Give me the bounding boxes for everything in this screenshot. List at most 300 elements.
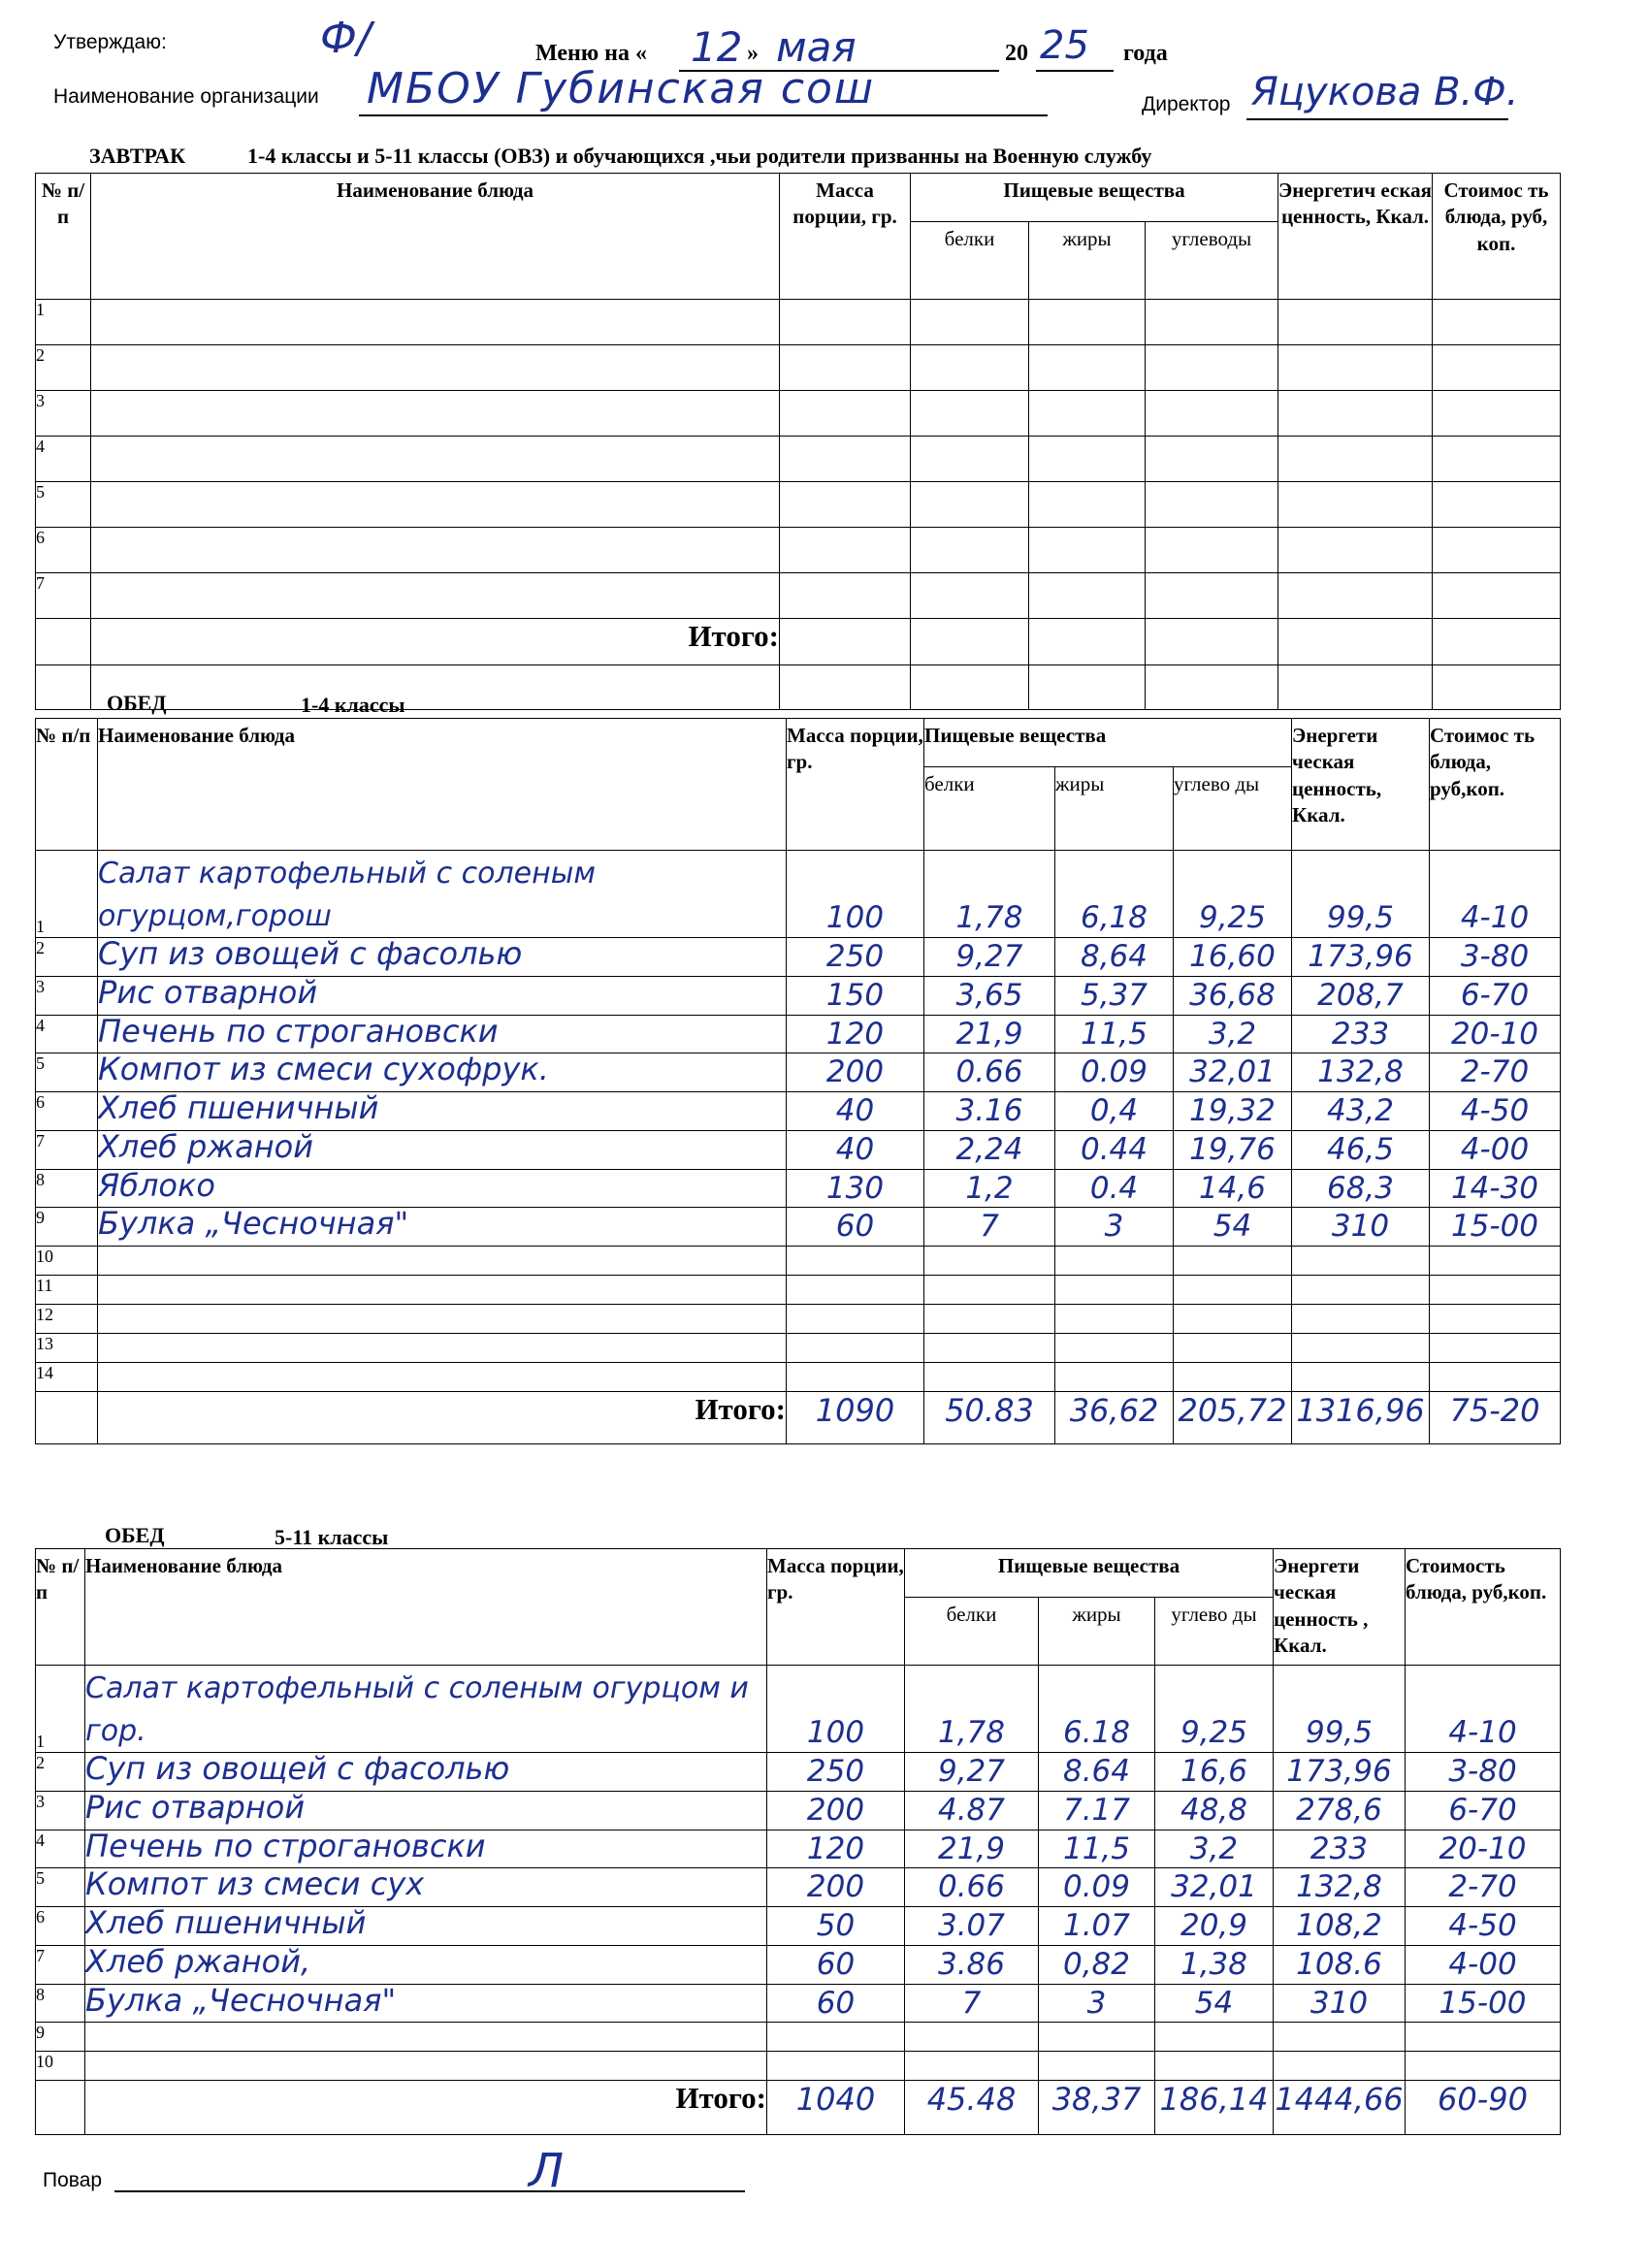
lunch2-total-cost: 60-90 bbox=[1406, 2081, 1561, 2135]
lunch2-total-row bbox=[36, 2081, 1561, 2135]
dish-name: Хлеб ржаной, bbox=[85, 1945, 767, 1984]
cost-value: 4-00 bbox=[1430, 1130, 1561, 1169]
breakfast-total-label: Итого: bbox=[91, 619, 780, 665]
fat-value: 7.17 bbox=[1039, 1791, 1155, 1830]
carbs-value bbox=[1174, 1305, 1292, 1334]
cost-value bbox=[1430, 1363, 1561, 1392]
table-row bbox=[36, 938, 1561, 977]
lunch1-total-protein: 50.83 bbox=[924, 1392, 1055, 1444]
lunch2-col-nutrients: Пищевые вещества bbox=[905, 1549, 1274, 1598]
dish-name: Салат картофельный с соленым огурцом и гор. bbox=[85, 1666, 767, 1753]
row-number: 3 bbox=[36, 1791, 85, 1830]
fat-value: 5,37 bbox=[1055, 976, 1174, 1015]
fat-value: 6.18 bbox=[1039, 1666, 1155, 1753]
fat-value bbox=[1055, 1363, 1174, 1392]
carbs-value bbox=[1174, 1363, 1292, 1392]
breakfast-total-row bbox=[36, 619, 1561, 665]
carbs-value: 36,68 bbox=[1174, 976, 1292, 1015]
table-row bbox=[36, 1208, 1561, 1247]
table-row bbox=[36, 1868, 1561, 1907]
lunch1-col-fat: жиры bbox=[1055, 767, 1174, 851]
table-row bbox=[36, 391, 1561, 437]
org-name: МБОУ Губинская сош bbox=[367, 64, 876, 113]
protein-value: 9,27 bbox=[924, 938, 1055, 977]
portion-mass: 200 bbox=[787, 1053, 924, 1092]
table-row bbox=[36, 1053, 1561, 1092]
dish-name: Хлеб пшеничный bbox=[85, 1907, 767, 1946]
cost-value: 4-10 bbox=[1406, 1666, 1561, 1753]
energy-value: 208,7 bbox=[1292, 976, 1430, 1015]
portion-mass bbox=[787, 1247, 924, 1276]
table-row bbox=[36, 437, 1561, 482]
lunch1-col-carbs: углево ды bbox=[1174, 767, 1292, 851]
lunch1-col-cost: Стоимос ть блюда, руб,коп. bbox=[1430, 719, 1561, 851]
fat-value bbox=[1039, 2023, 1155, 2052]
table-row bbox=[36, 482, 1561, 528]
carbs-value: 16,60 bbox=[1174, 938, 1292, 977]
protein-value bbox=[905, 2023, 1039, 2052]
row-number: 4 bbox=[36, 437, 91, 482]
energy-value: 99,5 bbox=[1292, 851, 1430, 938]
lunch1-subtitle: 1-4 классы bbox=[301, 693, 405, 717]
lunch1-col-mass: Масса порции, гр. bbox=[787, 719, 924, 851]
portion-mass: 60 bbox=[787, 1208, 924, 1247]
menu-year-word: года bbox=[1123, 41, 1168, 66]
carbs-value: 32,01 bbox=[1174, 1053, 1292, 1092]
lunch2-col-num: № п/п bbox=[36, 1549, 85, 1666]
approve-signature: Ф/ bbox=[320, 14, 372, 63]
menu-quote-close: » bbox=[747, 41, 759, 66]
row-number: 6 bbox=[36, 528, 91, 573]
row-number: 8 bbox=[36, 1984, 85, 2023]
row-number: 5 bbox=[36, 1868, 85, 1907]
protein-value: 7 bbox=[905, 1984, 1039, 2023]
cook-underline bbox=[114, 2190, 745, 2192]
protein-value bbox=[905, 2052, 1039, 2081]
row-number: 5 bbox=[36, 1053, 98, 1092]
row-number: 4 bbox=[36, 1830, 85, 1868]
dish-name bbox=[98, 1334, 787, 1363]
fat-value: 11,5 bbox=[1055, 1015, 1174, 1053]
portion-mass: 250 bbox=[767, 1753, 905, 1792]
table-row bbox=[36, 2023, 1561, 2052]
carbs-value: 9,25 bbox=[1174, 851, 1292, 938]
breakfast-col-energy: Энергетич еская ценность, Ккал. bbox=[1278, 174, 1433, 300]
menu-year-suffix: 25 bbox=[1040, 23, 1089, 68]
protein-value bbox=[924, 1363, 1055, 1392]
carbs-value bbox=[1174, 1247, 1292, 1276]
lunch2-subtitle: 5-11 классы bbox=[275, 1525, 389, 1549]
carbs-value: 19,76 bbox=[1174, 1130, 1292, 1169]
protein-value: 1,2 bbox=[924, 1169, 1055, 1208]
row-number: 1 bbox=[36, 851, 98, 938]
lunch2-total-label: Итого: bbox=[85, 2081, 767, 2135]
row-number: 8 bbox=[36, 1169, 98, 1208]
lunch1-total-fat: 36,62 bbox=[1055, 1392, 1174, 1444]
dish-name: Печень по строгановски bbox=[85, 1830, 767, 1868]
dish-name: Булка „Чесночная" bbox=[85, 1984, 767, 2023]
lunch2-title: ОБЕД bbox=[105, 1523, 165, 1547]
lunch2-col-energy: Энергети ческая ценность , Ккал. bbox=[1274, 1549, 1406, 1666]
breakfast-subtitle: 1-4 классы и 5-11 классы (ОВЗ) и обучающихся ,чьи родители призванны на Военную службу bbox=[247, 144, 1152, 168]
dish-name bbox=[98, 1363, 787, 1392]
cost-value: 2-70 bbox=[1430, 1053, 1561, 1092]
table-row bbox=[36, 1363, 1561, 1392]
energy-value bbox=[1292, 1363, 1430, 1392]
fat-value: 8.64 bbox=[1039, 1753, 1155, 1792]
breakfast-col-fat: жиры bbox=[1029, 222, 1146, 300]
fat-value: 0.44 bbox=[1055, 1130, 1174, 1169]
protein-value bbox=[924, 1276, 1055, 1305]
carbs-value: 54 bbox=[1174, 1208, 1292, 1247]
protein-value bbox=[924, 1247, 1055, 1276]
portion-mass bbox=[767, 2023, 905, 2052]
cost-value: 20-10 bbox=[1406, 1830, 1561, 1868]
protein-value: 3.16 bbox=[924, 1092, 1055, 1131]
portion-mass: 120 bbox=[767, 1830, 905, 1868]
protein-value: 3,65 bbox=[924, 976, 1055, 1015]
energy-value: 310 bbox=[1292, 1208, 1430, 1247]
row-number: 6 bbox=[36, 1092, 98, 1131]
dish-name: Суп из овощей с фасолью bbox=[98, 938, 787, 977]
lunch1-col-protein: белки bbox=[924, 767, 1055, 851]
carbs-value: 14,6 bbox=[1174, 1169, 1292, 1208]
portion-mass: 60 bbox=[767, 1945, 905, 1984]
cost-value: 2-70 bbox=[1406, 1868, 1561, 1907]
table-row bbox=[36, 1092, 1561, 1131]
cost-value: 4-10 bbox=[1430, 851, 1561, 938]
row-number: 13 bbox=[36, 1334, 98, 1363]
portion-mass bbox=[787, 1363, 924, 1392]
cost-value: 6-70 bbox=[1406, 1791, 1561, 1830]
table-row bbox=[36, 528, 1561, 573]
energy-value: 43,2 bbox=[1292, 1092, 1430, 1131]
menu-day: 12 bbox=[691, 23, 743, 71]
energy-value bbox=[1292, 1276, 1430, 1305]
cost-value: 3-80 bbox=[1430, 938, 1561, 977]
cost-value bbox=[1406, 2023, 1561, 2052]
energy-value bbox=[1292, 1305, 1430, 1334]
dish-name bbox=[98, 1276, 787, 1305]
fat-value bbox=[1039, 2052, 1155, 2081]
menu-year-prefix: 20 bbox=[1005, 41, 1028, 66]
protein-value: 9,27 bbox=[905, 1753, 1039, 1792]
energy-value: 46,5 bbox=[1292, 1130, 1430, 1169]
energy-value: 132,8 bbox=[1274, 1868, 1406, 1907]
fat-value: 3 bbox=[1055, 1208, 1174, 1247]
protein-value: 1,78 bbox=[905, 1666, 1039, 1753]
table-row bbox=[36, 1830, 1561, 1868]
cost-value: 4-00 bbox=[1406, 1945, 1561, 1984]
energy-value: 233 bbox=[1274, 1830, 1406, 1868]
lunch2-total-carbs: 186,14 bbox=[1155, 2081, 1274, 2135]
protein-value bbox=[924, 1305, 1055, 1334]
lunch1-total-energy: 1316,96 bbox=[1292, 1392, 1430, 1444]
portion-mass bbox=[787, 1276, 924, 1305]
portion-mass bbox=[767, 2052, 905, 2081]
cost-value: 20-10 bbox=[1430, 1015, 1561, 1053]
lunch1-total-mass: 1090 bbox=[787, 1392, 924, 1444]
row-number: 10 bbox=[36, 2052, 85, 2081]
portion-mass: 200 bbox=[767, 1868, 905, 1907]
table-row bbox=[36, 2052, 1561, 2081]
portion-mass: 60 bbox=[767, 1984, 905, 2023]
dish-name: Компот из смеси сухофрук. bbox=[98, 1053, 787, 1092]
fat-value: 1.07 bbox=[1039, 1907, 1155, 1946]
table-row bbox=[36, 1791, 1561, 1830]
protein-value: 3.86 bbox=[905, 1945, 1039, 1984]
energy-value: 108.6 bbox=[1274, 1945, 1406, 1984]
portion-mass: 130 bbox=[787, 1169, 924, 1208]
breakfast-col-protein: белки bbox=[911, 222, 1029, 300]
protein-value: 0.66 bbox=[924, 1053, 1055, 1092]
lunch1-table bbox=[35, 718, 1561, 1444]
breakfast-col-mass: Масса порции, гр. bbox=[780, 174, 911, 300]
breakfast-col-num: № п/п bbox=[36, 174, 91, 300]
row-number: 4 bbox=[36, 1015, 98, 1053]
portion-mass: 150 bbox=[787, 976, 924, 1015]
dish-name bbox=[98, 1247, 787, 1276]
table-row bbox=[36, 1169, 1561, 1208]
fat-value bbox=[1055, 1334, 1174, 1363]
row-number: 6 bbox=[36, 1907, 85, 1946]
carbs-value: 3,2 bbox=[1174, 1015, 1292, 1053]
cost-value: 15-00 bbox=[1406, 1984, 1561, 2023]
portion-mass: 100 bbox=[787, 851, 924, 938]
lunch1-col-energy: Энергети ческая ценность, Ккал. bbox=[1292, 719, 1430, 851]
carbs-value: 3,2 bbox=[1155, 1830, 1274, 1868]
menu-label: Меню на « bbox=[535, 41, 647, 66]
portion-mass: 200 bbox=[767, 1791, 905, 1830]
dish-name bbox=[98, 1305, 787, 1334]
table-row bbox=[36, 1907, 1561, 1946]
protein-value: 7 bbox=[924, 1208, 1055, 1247]
breakfast-col-cost: Стоимос ть блюда, руб, коп. bbox=[1433, 174, 1561, 300]
cost-value bbox=[1430, 1334, 1561, 1363]
energy-value: 68,3 bbox=[1292, 1169, 1430, 1208]
carbs-value: 54 bbox=[1155, 1984, 1274, 2023]
fat-value bbox=[1055, 1305, 1174, 1334]
portion-mass: 50 bbox=[767, 1907, 905, 1946]
table-row bbox=[36, 1984, 1561, 2023]
table-row bbox=[36, 1130, 1561, 1169]
dish-name: Салат картофельный с соленым огурцом,горош bbox=[98, 851, 787, 938]
carbs-value: 19,32 bbox=[1174, 1092, 1292, 1131]
approve-label: Утверждаю: bbox=[53, 31, 167, 53]
energy-value: 173,96 bbox=[1292, 938, 1430, 977]
lunch2-total-mass: 1040 bbox=[767, 2081, 905, 2135]
lunch1-col-num: № п/п bbox=[36, 719, 98, 851]
table-row bbox=[36, 1666, 1561, 1753]
lunch2-total-protein: 45.48 bbox=[905, 2081, 1039, 2135]
carbs-value bbox=[1155, 2052, 1274, 2081]
table-row bbox=[36, 1247, 1561, 1276]
table-row bbox=[36, 345, 1561, 391]
row-number: 2 bbox=[36, 345, 91, 391]
breakfast-col-nutrients: Пищевые вещества bbox=[911, 174, 1278, 222]
table-row bbox=[36, 1945, 1561, 1984]
row-number: 9 bbox=[36, 2023, 85, 2052]
row-number: 7 bbox=[36, 573, 91, 619]
dish-name: Булка „Чесночная" bbox=[98, 1208, 787, 1247]
fat-value: 11,5 bbox=[1039, 1830, 1155, 1868]
table-row bbox=[36, 851, 1561, 938]
menu-year-underline bbox=[1036, 70, 1114, 72]
row-number: 7 bbox=[36, 1945, 85, 1984]
carbs-value bbox=[1155, 2023, 1274, 2052]
row-number: 3 bbox=[36, 976, 98, 1015]
row-number: 5 bbox=[36, 482, 91, 528]
carbs-value: 16,6 bbox=[1155, 1753, 1274, 1792]
lunch2-table bbox=[35, 1548, 1561, 2135]
cook-signature: Л bbox=[529, 2144, 565, 2198]
fat-value: 0.4 bbox=[1055, 1169, 1174, 1208]
protein-value: 21,9 bbox=[924, 1015, 1055, 1053]
lunch1-col-nutrients: Пищевые вещества bbox=[924, 719, 1292, 767]
director-underline bbox=[1246, 118, 1508, 120]
dish-name: Рис отварной bbox=[85, 1791, 767, 1830]
portion-mass: 40 bbox=[787, 1092, 924, 1131]
row-number: 7 bbox=[36, 1130, 98, 1169]
table-row bbox=[36, 1276, 1561, 1305]
row-number: 12 bbox=[36, 1305, 98, 1334]
protein-value: 3.07 bbox=[905, 1907, 1039, 1946]
cost-value: 4-50 bbox=[1406, 1907, 1561, 1946]
protein-value: 1,78 bbox=[924, 851, 1055, 938]
dish-name: Хлеб пшеничный bbox=[98, 1092, 787, 1131]
table-row bbox=[36, 1753, 1561, 1792]
cost-value: 15-00 bbox=[1430, 1208, 1561, 1247]
breakfast-header-row bbox=[36, 174, 1561, 222]
lunch2-col-fat: жиры bbox=[1039, 1598, 1155, 1666]
cost-value: 6-70 bbox=[1430, 976, 1561, 1015]
portion-mass: 40 bbox=[787, 1130, 924, 1169]
portion-mass bbox=[787, 1305, 924, 1334]
table-row bbox=[36, 1334, 1561, 1363]
protein-value: 2,24 bbox=[924, 1130, 1055, 1169]
cook-label: Повар bbox=[43, 2169, 103, 2191]
portion-mass bbox=[787, 1334, 924, 1363]
dish-name: Рис отварной bbox=[98, 976, 787, 1015]
cost-value bbox=[1430, 1276, 1561, 1305]
dish-name: Яблоко bbox=[98, 1169, 787, 1208]
lunch2-total-energy: 1444,66 bbox=[1274, 2081, 1406, 2135]
fat-value: 8,64 bbox=[1055, 938, 1174, 977]
fat-value: 0,4 bbox=[1055, 1092, 1174, 1131]
row-number: 14 bbox=[36, 1363, 98, 1392]
org-underline bbox=[359, 114, 1048, 116]
row-number: 9 bbox=[36, 1208, 98, 1247]
breakfast-col-dish: Наименование блюда bbox=[91, 174, 780, 300]
energy-value: 173,96 bbox=[1274, 1753, 1406, 1792]
lunch1-total-label: Итого: bbox=[98, 1392, 787, 1444]
fat-value bbox=[1055, 1276, 1174, 1305]
cost-value bbox=[1430, 1247, 1561, 1276]
cost-value: 4-50 bbox=[1430, 1092, 1561, 1131]
breakfast-title: ЗАВТРАК bbox=[89, 144, 186, 168]
carbs-value: 20,9 bbox=[1155, 1907, 1274, 1946]
lunch2-col-mass: Масса порции, гр. bbox=[767, 1549, 905, 1666]
director-name: Яцукова В.Ф. bbox=[1251, 70, 1519, 114]
lunch2-col-dish: Наименование блюда bbox=[85, 1549, 767, 1666]
protein-value: 4.87 bbox=[905, 1791, 1039, 1830]
director-label: Директор bbox=[1142, 93, 1231, 115]
carbs-value: 1,38 bbox=[1155, 1945, 1274, 1984]
carbs-value: 48,8 bbox=[1155, 1791, 1274, 1830]
carbs-value bbox=[1174, 1276, 1292, 1305]
energy-value: 99,5 bbox=[1274, 1666, 1406, 1753]
row-number: 1 bbox=[36, 1666, 85, 1753]
lunch1-total-row bbox=[36, 1392, 1561, 1444]
menu-month: мая bbox=[776, 23, 857, 71]
carbs-value: 32,01 bbox=[1155, 1868, 1274, 1907]
table-row bbox=[36, 976, 1561, 1015]
fat-value bbox=[1055, 1247, 1174, 1276]
dish-name bbox=[85, 2052, 767, 2081]
dish-name bbox=[85, 2023, 767, 2052]
breakfast-table bbox=[35, 173, 1561, 710]
row-number: 3 bbox=[36, 391, 91, 437]
carbs-value bbox=[1174, 1334, 1292, 1363]
cost-value bbox=[1430, 1305, 1561, 1334]
table-row bbox=[36, 1305, 1561, 1334]
energy-value: 132,8 bbox=[1292, 1053, 1430, 1092]
row-number: 2 bbox=[36, 938, 98, 977]
protein-value: 0.66 bbox=[905, 1868, 1039, 1907]
lunch2-total-fat: 38,37 bbox=[1039, 2081, 1155, 2135]
lunch2-col-cost: Стоимость блюда, руб,коп. bbox=[1406, 1549, 1561, 1666]
lunch2-col-carbs: углево ды bbox=[1155, 1598, 1274, 1666]
table-row bbox=[36, 1015, 1561, 1053]
energy-value: 278,6 bbox=[1274, 1791, 1406, 1830]
energy-value bbox=[1292, 1247, 1430, 1276]
portion-mass: 120 bbox=[787, 1015, 924, 1053]
row-number: 10 bbox=[36, 1247, 98, 1276]
fat-value: 0,82 bbox=[1039, 1945, 1155, 1984]
energy-value bbox=[1274, 2052, 1406, 2081]
dish-name: Суп из овощей с фасолью bbox=[85, 1753, 767, 1792]
dish-name: Компот из смеси сух bbox=[85, 1868, 767, 1907]
fat-value: 0.09 bbox=[1039, 1868, 1155, 1907]
carbs-value: 9,25 bbox=[1155, 1666, 1274, 1753]
table-row bbox=[36, 573, 1561, 619]
fat-value: 3 bbox=[1039, 1984, 1155, 2023]
row-number: 11 bbox=[36, 1276, 98, 1305]
lunch1-col-dish: Наименование блюда bbox=[98, 719, 787, 851]
row-number: 1 bbox=[36, 300, 91, 345]
energy-value: 108,2 bbox=[1274, 1907, 1406, 1946]
energy-value: 233 bbox=[1292, 1015, 1430, 1053]
dish-name: Печень по строгановски bbox=[98, 1015, 787, 1053]
fat-value: 0.09 bbox=[1055, 1053, 1174, 1092]
energy-value bbox=[1292, 1334, 1430, 1363]
portion-mass: 250 bbox=[787, 938, 924, 977]
lunch1-total-cost: 75-20 bbox=[1430, 1392, 1561, 1444]
lunch2-col-protein: белки bbox=[905, 1598, 1039, 1666]
table-row bbox=[36, 300, 1561, 345]
lunch1-total-carbs: 205,72 bbox=[1174, 1392, 1292, 1444]
fat-value: 6,18 bbox=[1055, 851, 1174, 938]
cost-value bbox=[1406, 2052, 1561, 2081]
cost-value: 14-30 bbox=[1430, 1169, 1561, 1208]
protein-value: 21,9 bbox=[905, 1830, 1039, 1868]
lunch1-title: ОБЕД bbox=[107, 691, 167, 715]
energy-value bbox=[1274, 2023, 1406, 2052]
energy-value: 310 bbox=[1274, 1984, 1406, 2023]
dish-name: Хлеб ржаной bbox=[98, 1130, 787, 1169]
org-label: Наименование организации bbox=[53, 85, 319, 108]
protein-value bbox=[924, 1334, 1055, 1363]
